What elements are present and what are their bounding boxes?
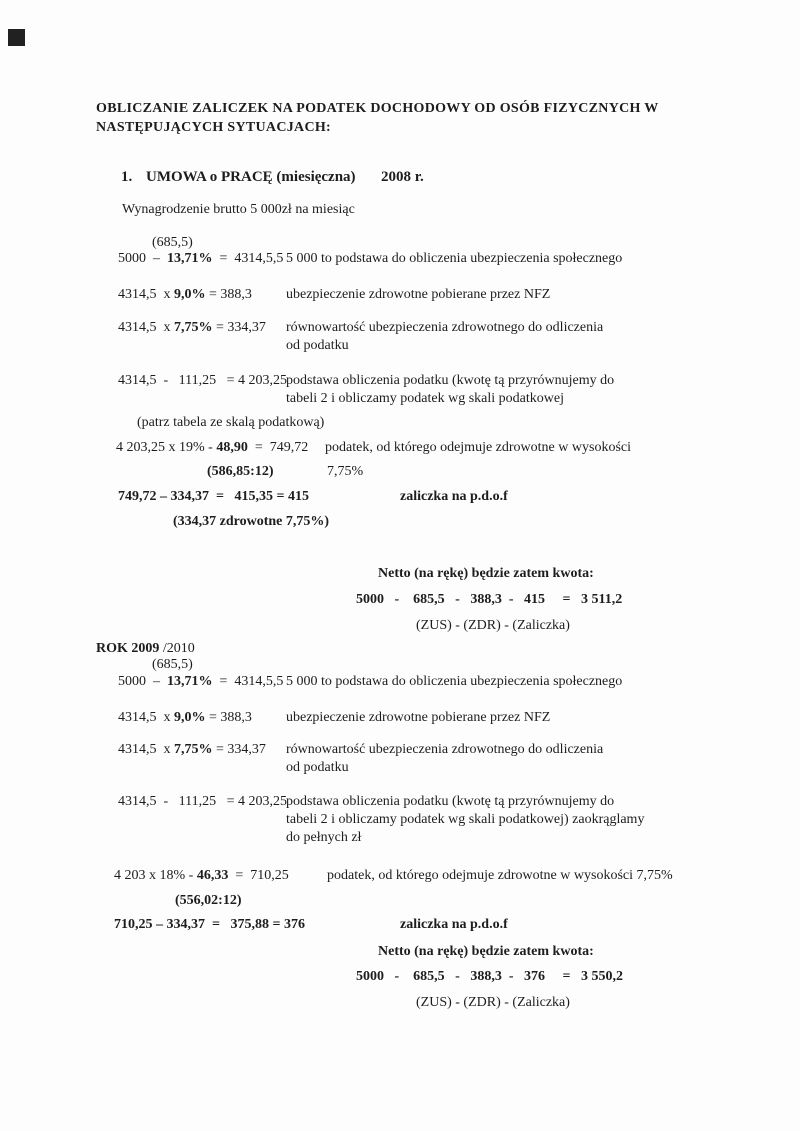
netto-formula-2009: 5000 - 685,5 - 388,3 - 376 = 3 550,2: [356, 969, 623, 984]
desc-health-deductible-2009-line1: równowartość ubezpieczenia zdrowotnego do odliczenia: [286, 742, 604, 757]
desc-tax-2009: podatek, od którego odejmuje zdrowotne w wysokości 7,75%: [327, 868, 673, 883]
formula-tax-2008: 4 203,25 x 19% - 48,90 = 749,72: [116, 440, 309, 455]
zus-amount-note-2009: (685,5): [152, 657, 193, 672]
section-1-number: 1.: [121, 169, 133, 185]
desc-tax-base-2008-line2: tabeli 2 i obliczamy podatek wg skali podatkowej: [286, 391, 564, 406]
desc-health-nfz-2009: ubezpieczenie zdrowotne pobierane przez NFZ: [286, 710, 551, 725]
desc-tax-base-2008-line1: podstawa obliczenia podatku (kwotę tą przyrównujemy do: [286, 373, 615, 388]
health-deduction-note-2008: (334,37 zdrowotne 7,75%): [173, 514, 330, 529]
desc-social-insurance-2009: 5 000 to podstawa do obliczenia ubezpieczenia społecznego: [286, 674, 623, 689]
desc-health-deductible-2009-line2: od podatku: [286, 760, 349, 775]
formula-tax-base-2009: 4314,5 - 111,25 = 4 203,25: [118, 794, 288, 809]
desc-tax-base-2009-line1: podstawa obliczenia podatku (kwotę tą przyrównujemy do: [286, 794, 615, 809]
advance-label-2009: zaliczka na p.d.o.f: [400, 917, 508, 932]
desc-social-insurance-2008: 5 000 to podstawa do obliczenia ubezpieczenia społecznego: [286, 251, 623, 266]
section-1-year: 2008 r.: [381, 169, 424, 185]
tax-scale-table-note: (patrz tabela ze skalą podatkową): [137, 415, 325, 430]
formula-health-nfz-2009: 4314,5 x 9,0% = 388,3: [118, 710, 252, 725]
corner-square-mark: [8, 29, 25, 46]
netto-heading-2009: Netto (na rękę) będzie zatem kwota:: [378, 944, 594, 959]
formula-health-deductible-2009: 4314,5 x 7,75% = 334,37: [118, 742, 266, 757]
formula-social-insurance-2008: 5000 – 13,71% = 4314,5,5: [118, 251, 284, 266]
desc-health-deductible-2008-line2: od podatku: [286, 338, 349, 353]
section-2009-heading: ROK 2009 /2010: [96, 641, 195, 656]
rate-note-2008: 7,75%: [327, 464, 364, 479]
page-title-line-2: NASTĘPUJĄCYCH SYTUACJACH:: [96, 120, 332, 135]
desc-health-deductible-2008-line1: równowartość ubezpieczenia zdrowotnego do odliczenia: [286, 320, 604, 335]
page-title-line-1: OBLICZANIE ZALICZEK NA PODATEK DOCHODOWY OD OSÓB FIZYCZNYCH W: [96, 101, 659, 116]
section-1-title: UMOWA o PRACĘ (miesięczna): [146, 169, 356, 185]
advance-label-2008: zaliczka na p.d.o.f: [400, 489, 508, 504]
formula-tax-base-2008: 4314,5 - 111,25 = 4 203,25: [118, 373, 288, 388]
netto-legend-2009: (ZUS) - (ZDR) - (Zaliczka): [416, 995, 570, 1010]
formula-social-insurance-2009: 5000 – 13,71% = 4314,5,5: [118, 674, 284, 689]
gross-salary-intro: Wynagrodzenie brutto 5 000zł na miesiąc: [122, 202, 355, 217]
formula-advance-2008: 749,72 – 334,37 = 415,35 = 415: [118, 489, 309, 504]
formula-health-nfz-2008: 4314,5 x 9,0% = 388,3: [118, 287, 252, 302]
formula-advance-2009: 710,25 – 334,37 = 375,88 = 376: [114, 917, 305, 932]
desc-tax-base-2009-line2: tabeli 2 i obliczamy podatek wg skali podatkowej) zaokrąglamy: [286, 812, 645, 827]
netto-heading-2008: Netto (na rękę) będzie zatem kwota:: [378, 566, 594, 581]
desc-health-nfz-2008: ubezpieczenie zdrowotne pobierane przez NFZ: [286, 287, 551, 302]
formula-tax-2009: 4 203 x 18% - 46,33 = 710,25: [114, 868, 289, 883]
netto-formula-2008: 5000 - 685,5 - 388,3 - 415 = 3 511,2: [356, 592, 623, 607]
formula-health-deductible-2008: 4314,5 x 7,75% = 334,37: [118, 320, 266, 335]
desc-tax-2008: podatek, od którego odejmuje zdrowotne w wysokości: [325, 440, 631, 455]
divisor-note-2009: (556,02:12): [175, 893, 242, 908]
desc-tax-base-2009-line3: do pełnych zł: [286, 830, 362, 845]
netto-legend-2008: (ZUS) - (ZDR) - (Zaliczka): [416, 618, 570, 633]
divisor-note-2008: (586,85:12): [207, 464, 274, 479]
zus-amount-note-2008: (685,5): [152, 235, 193, 250]
